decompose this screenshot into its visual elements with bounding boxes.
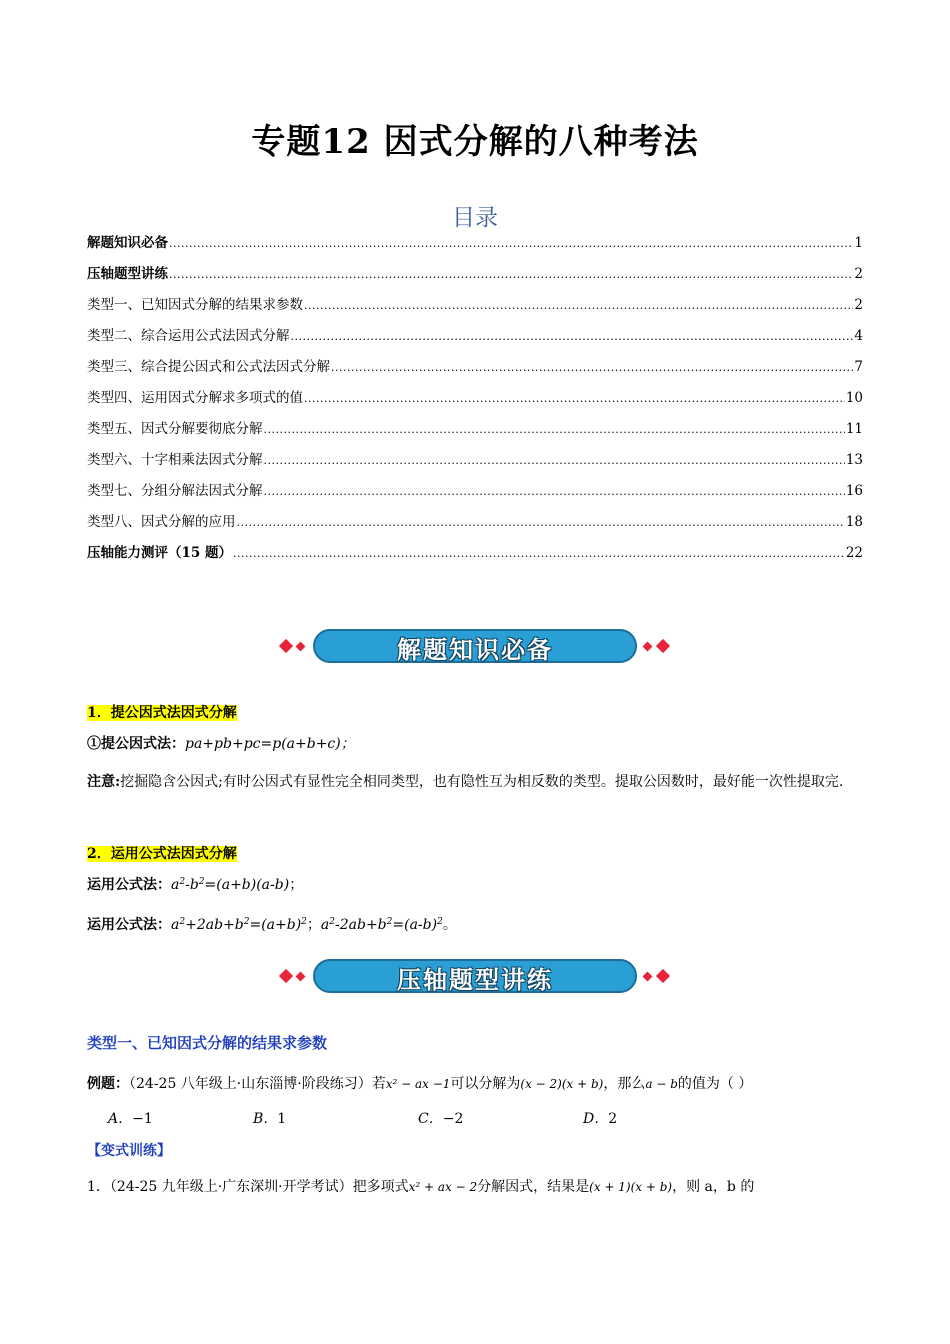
note-paragraph: 注意:挖掘隐含公因式;有时公因式有显性完全相同类型，也有隐性互为相反数的类型。提取公因数时，最好能一次性提取完.	[87, 774, 844, 790]
banner-title: 压轴题型讲练	[397, 966, 553, 994]
section-banner-knowledge	[275, 623, 675, 669]
toc-item[interactable]	[87, 231, 863, 253]
toc-leader-dots	[304, 392, 845, 405]
page-title: 专题12 因式分解的八种考法	[251, 122, 699, 162]
toc-item[interactable]	[87, 386, 863, 408]
toc-item[interactable]	[87, 479, 863, 501]
toc-item[interactable]	[87, 448, 863, 470]
toc-item-label: 解题知识必备	[87, 235, 168, 251]
toc-item-page: 7	[854, 359, 863, 375]
toc-leader-dots	[237, 516, 845, 529]
formula-common-factor: ①提公因式法：pa+pb+pc=p(a+b+c)；	[87, 736, 355, 752]
diamond-icon	[296, 642, 306, 652]
toc-item-page: 2	[854, 266, 863, 282]
toc-leader-dots	[291, 330, 854, 343]
toc-item[interactable]	[87, 293, 863, 315]
toc-item[interactable]	[87, 355, 863, 377]
toc-leader-dots	[304, 299, 853, 312]
variant-training-label: 【变式训练】	[87, 1143, 171, 1159]
toc-item-page: 18	[845, 514, 863, 530]
option-b[interactable]: B．1	[253, 1111, 287, 1127]
diamond-icon	[643, 642, 653, 652]
toc-item-label: 类型六、十字相乘法因式分解	[87, 452, 263, 468]
toc-leader-dots	[331, 361, 853, 374]
diamond-icon	[279, 969, 293, 983]
toc-item-page: 11	[845, 421, 863, 437]
toc-item[interactable]	[87, 324, 863, 346]
diamond-icon	[279, 639, 293, 653]
toc-leader-dots	[169, 268, 853, 281]
toc-item-page: 16	[845, 483, 863, 499]
toc-item[interactable]	[87, 262, 863, 284]
toc-item-page: 2	[854, 297, 863, 313]
knowledge-heading-1: 1．提公因式法因式分解	[87, 705, 237, 721]
toc-item[interactable]	[87, 510, 863, 532]
toc-heading: 目录	[452, 205, 498, 231]
section-banner-practice	[275, 953, 675, 999]
diamond-icon	[296, 972, 306, 982]
option-d[interactable]: D．2	[583, 1111, 618, 1127]
toc-item[interactable]	[87, 417, 863, 439]
toc-item-page: 13	[845, 452, 863, 468]
toc-item-label: 类型七、分组分解法因式分解	[87, 483, 263, 499]
diamond-icon	[656, 969, 670, 983]
toc-item-label: 类型五、因式分解要彻底分解	[87, 421, 263, 437]
toc-item-label: 类型二、综合运用公式法因式分解	[87, 328, 290, 344]
toc-leader-dots	[264, 423, 845, 436]
toc-leader-dots	[264, 485, 845, 498]
diamond-icon	[643, 972, 653, 982]
toc-item-page: 1	[854, 235, 863, 251]
toc-leader-dots	[169, 237, 853, 250]
diamond-icon	[656, 639, 670, 653]
toc-item-label: 类型八、因式分解的应用	[87, 514, 236, 530]
formula-perfect-square: 运用公式法：$a^2+2ab+b^2=(a+b)^2$；$a^2-2ab+b^2=(a-b)^2$。	[87, 917, 457, 933]
toc-item-page: 10	[845, 390, 863, 406]
toc-leader-dots	[233, 547, 845, 560]
toc-item-label: 类型一、已知因式分解的结果求参数	[87, 297, 303, 313]
toc-item-page: 4	[854, 328, 863, 344]
option-a[interactable]: A．−1	[108, 1111, 153, 1127]
toc-leader-dots	[264, 454, 845, 467]
example-options	[108, 1108, 808, 1130]
formula-difference-squares: 运用公式法：$a^2-b^2=(a+b)(a-b)$；	[87, 877, 304, 893]
variant-question-1: 1．（24-25 九年级上·广东深圳·开学考试）把多项式x² + ax − 2分解因式，结果是(x + 1)(x + b)，则 a，b 的	[87, 1179, 755, 1195]
toc-item-page: 22	[845, 545, 863, 561]
toc-item[interactable]	[87, 541, 863, 563]
option-c[interactable]: C．−2	[418, 1111, 464, 1127]
toc-item-label: 压轴能力测评（15 题）	[87, 545, 232, 561]
toc-item-label: 类型三、综合提公因式和公式法因式分解	[87, 359, 330, 375]
banner-title: 解题知识必备	[397, 636, 553, 664]
toc-item-label: 类型四、运用因式分解求多项式的值	[87, 390, 303, 406]
knowledge-heading-2: 2．运用公式法因式分解	[87, 846, 237, 862]
type1-heading: 类型一、已知因式分解的结果求参数	[87, 1034, 328, 1052]
example-question: 例题：（24-25 八年级上·山东淄博·阶段练习）若x² − ax −1可以分解为(x − 2)(x + b)，那么a − b的值为（ ）	[87, 1076, 753, 1092]
toc-item-label: 压轴题型讲练	[87, 266, 168, 282]
